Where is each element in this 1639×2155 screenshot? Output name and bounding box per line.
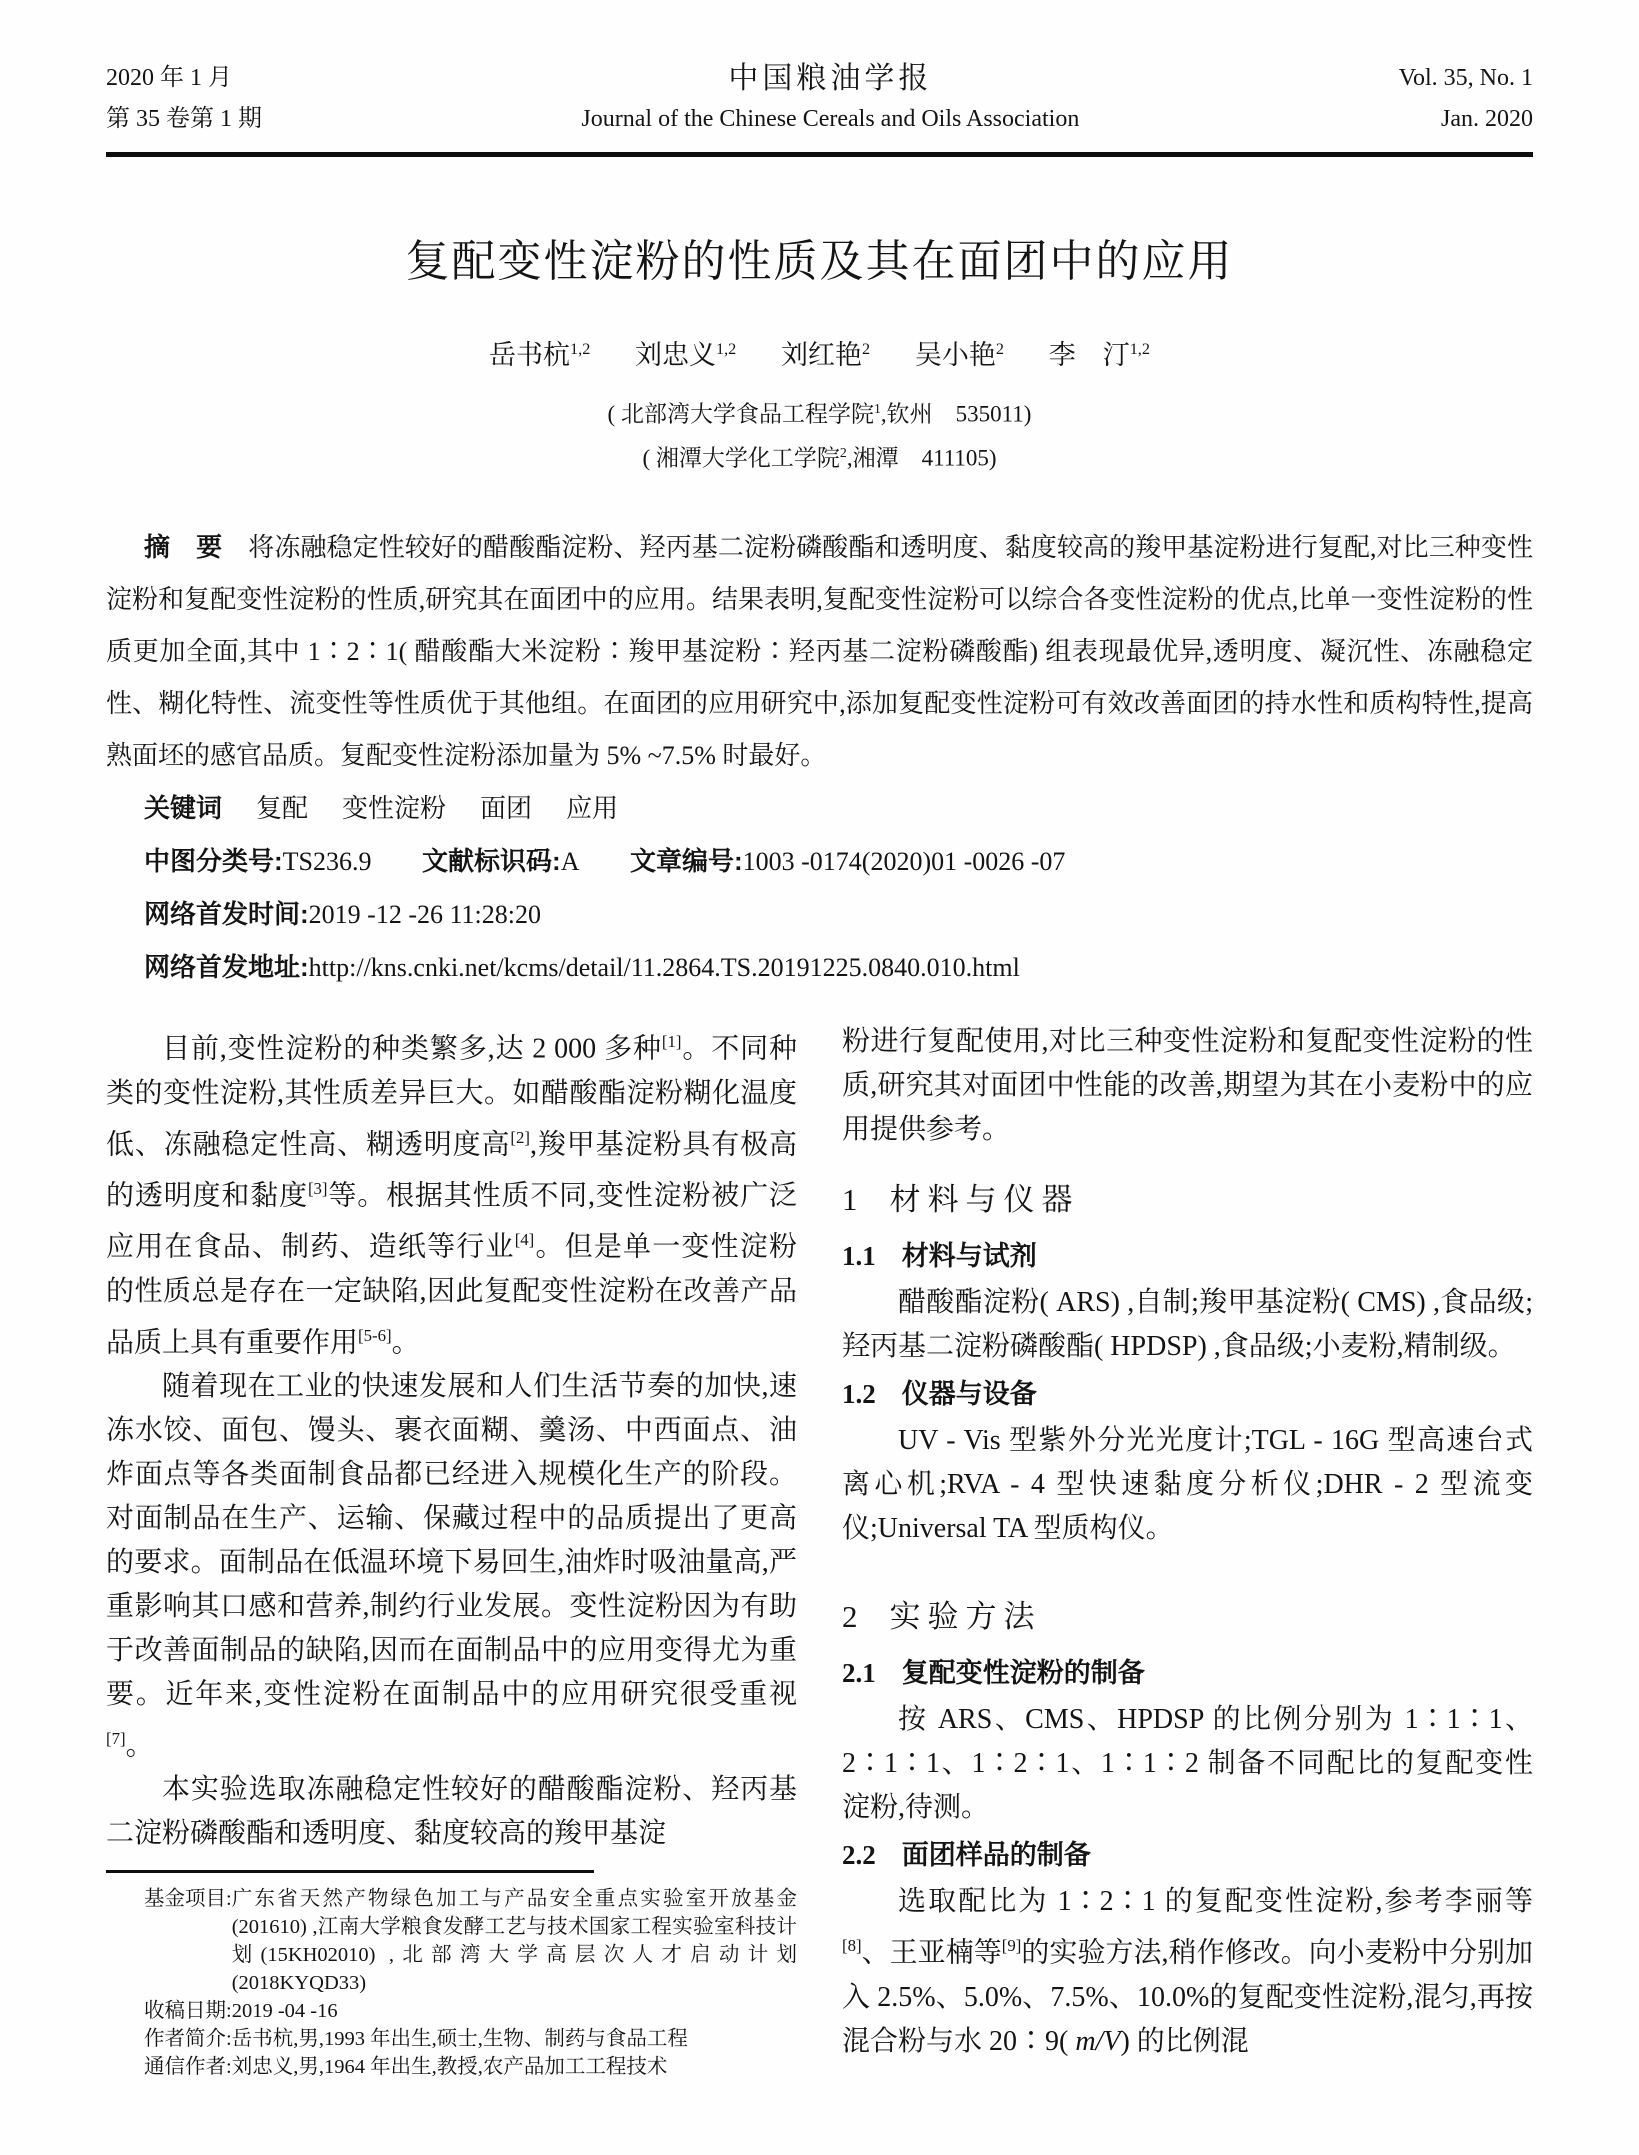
paragraph: 醋酸酯淀粉( ARS) ,自制;羧甲基淀粉( CMS) ,食品级;羟丙基二淀粉磷酸酯( HPDSP) ,食品级;小麦粉,精制级。: [842, 1287, 1533, 1363]
paragraph: 粉进行复配使用,对比三种变性淀粉和复配变性淀粉的性质,研究其对面团中性能的改善,期望为其在小麦粉中的应用提供参考。: [842, 1026, 1533, 1146]
author-affil-sup: 2: [862, 340, 871, 358]
section-heading-1: [842, 1178, 1533, 1222]
header-volume-info: [1399, 58, 1533, 140]
footnote-fund-label: 基金项目:: [144, 1888, 232, 1911]
author: [489, 340, 590, 370]
footnote-bio-value: 岳书杭,男,1993 年出生,硕士,生物、制药与食品工程: [231, 2028, 688, 2051]
affiliation-text: ,钦州 535011): [880, 401, 1032, 427]
paragraph: UV - Vis 型紫外分光光度计;TGL - 16G 型高速台式离心机;RVA - 4 型快速黏度分析仪;DHR - 2 型流变仪;Universal TA 型质构仪。: [842, 1425, 1533, 1545]
subsection-title: 面团样品的制备: [901, 1840, 1091, 1871]
journal-name-en: Journal of the Chinese Cereals and Oils Association: [581, 106, 1080, 132]
affiliation: [106, 390, 1533, 434]
affiliation-sup: 1: [873, 401, 881, 416]
subsection-number: 2.1: [842, 1658, 876, 1689]
author-name: 刘红艳: [781, 340, 863, 370]
right-column: [842, 1020, 1533, 2081]
subsection-title: 仪器与设备: [901, 1379, 1037, 1410]
author-name: 岳书杭: [489, 340, 571, 370]
footnote-received-label: 收稿日期:: [144, 2000, 232, 2023]
abstract: [106, 521, 1533, 782]
affiliation: [106, 434, 1533, 478]
header-issue-cn: 第 35 卷第 1 期: [106, 106, 262, 132]
keywords-line: [106, 782, 1533, 835]
clc-pair: [144, 847, 372, 876]
author: [915, 340, 1004, 370]
affiliation-sup: 2: [839, 444, 847, 460]
clc-label: 中图分类号:: [144, 846, 283, 877]
subsection-heading-1-1: [842, 1234, 1533, 1278]
subsection-heading-2-2: [842, 1833, 1533, 1877]
footnote-corr-label: 通信作者:: [144, 2056, 232, 2079]
subsection-number: 2.2: [842, 1840, 876, 1871]
online-time-value: 2019 -12 -26 11:28:20: [308, 900, 541, 930]
section-title: 材料与仪器: [889, 1182, 1080, 1218]
author-name: 刘忠义: [635, 340, 717, 370]
footnote-received-value: 2019 -04 -16: [231, 2000, 338, 2023]
affiliation-text: ( 湘潭大学化工学院: [642, 445, 840, 471]
author: [781, 340, 870, 370]
author-affil-sup: 2: [995, 340, 1004, 358]
online-url-label: 网络首发地址:: [144, 952, 309, 983]
author-name: 吴小艳: [914, 340, 996, 370]
footnote-bio-label: 作者简介:: [144, 2028, 232, 2051]
section-number: 2: [842, 1599, 858, 1635]
author-affil-sup: 1,2: [1129, 340, 1150, 358]
header-rule: [106, 152, 1533, 157]
keywords-label: 关键词: [144, 793, 223, 824]
header-issue-info: [106, 58, 262, 140]
article-id-pair: [630, 847, 1065, 876]
doc-code-label: 文献标识码:: [422, 846, 561, 877]
footnote-separator: [106, 1870, 594, 1873]
affiliation-text: ,湘潭 411105): [846, 445, 997, 471]
left-column: [106, 1020, 797, 2081]
header-vol-en: Vol. 35, No. 1: [1398, 65, 1533, 91]
footnote-corr-value: 刘忠义,男,1964 年出生,教授,农产品加工工程技术: [231, 2056, 668, 2079]
paragraph: 本实验选取冻融稳定性较好的醋酸酯淀粉、羟丙基二淀粉磷酸酯和透明度、黏度较高的羧甲基淀: [106, 1774, 797, 1850]
paragraph: 按 ARS、CMS、HPDSP 的比例分别为 1∶1∶1、2∶1∶1、1∶2∶1、1∶1∶2 制备不同配比的复配变性淀粉,待测。: [842, 1704, 1533, 1824]
author-name: 李 汀: [1048, 340, 1130, 370]
article-id-value: 1003 -0174(2020)01 -0026 -07: [742, 847, 1066, 877]
author: [635, 340, 736, 370]
section-title: 实验方法: [889, 1599, 1042, 1635]
section-gap: [842, 1551, 1533, 1569]
online-url-value: http://kns.cnki.net/kcms/detail/11.2864.TS.20191225.0840.010.html: [308, 953, 1020, 983]
footnote-fund-value: 广东省天然产物绿色加工与产品安全重点实验室开放基金(201610) ,江南大学粮食发酵工艺与技术国家工程实验室科技计划(15KH02010) ,北部湾大学高层次人才启动计划(2018KYQD33): [231, 1888, 797, 1995]
author-list: [106, 333, 1533, 372]
paragraph: 目前,变性淀粉的种类繁多,达 2 000 多种[1]。不同种类的变性淀粉,其性质差异巨大。如醋酸酯淀粉糊化温度低、冻融稳定性高、糊透明度高[2],羧甲基淀粉具有极高的透明度和黏度[3]等。根据其性质不同,变性淀粉被广泛应用在食品、制药、造纸等行业[4]。但是单一变性淀粉的性质总是存在一定缺陷,因此复配变性淀粉在改善产品品质上具有重要作用[5-6]。: [106, 1032, 797, 1358]
keyword: 应用: [566, 794, 619, 824]
author-affil-sup: 1,2: [716, 340, 737, 358]
doc-code-pair: [422, 847, 579, 876]
subsection-heading-1-2: [842, 1372, 1533, 1416]
subsection-number: 1.1: [842, 1241, 876, 1272]
section-number: 1: [842, 1182, 858, 1218]
online-url-line: [106, 941, 1533, 994]
classification-line: [106, 835, 1533, 888]
keyword: 面团: [480, 794, 533, 824]
footnote-block: [106, 1885, 797, 2081]
body-columns: [106, 1020, 1533, 2081]
header-journal: [262, 58, 1399, 140]
subsection-title: 复配变性淀粉的制备: [901, 1658, 1145, 1689]
page-header: [106, 0, 1533, 140]
header-date-en: Jan. 2020: [1441, 106, 1533, 132]
affiliation-list: [106, 390, 1533, 477]
footnote-corr: [144, 2053, 797, 2081]
author: [1049, 340, 1150, 370]
journal-name-cn: 中国粮油学报: [728, 62, 933, 95]
subsection-number: 1.2: [842, 1379, 876, 1410]
abstract-text: 将冻融稳定性较好的醋酸酯淀粉、羟丙基二淀粉磷酸酯和透明度、黏度较高的羧甲基淀粉进行复配,对比三种变性淀粉和复配变性淀粉的性质,研究其在面团中的应用。结果表明,复配变性淀粉可以综合各变性淀粉的优点,比单一变性淀粉的性质更加全面,其中 1∶2∶1( 醋酸酯大米淀粉∶羧甲基淀粉∶羟丙基二淀粉磷酸酯) 组表现最优异,透明度、凝沉性、冻融稳定性、糊化特性、流变性等性质优于其他组。在面团的应用研究中,添加复配变性淀粉可有效改善面团的持水性和质构特性,提高熟面坯的感官品质。复配变性淀粉添加量为 5% ~7.5% 时最好。: [106, 533, 1533, 771]
keyword: 复配: [256, 794, 309, 824]
article-id-label: 文章编号:: [629, 846, 743, 877]
header-date-cn: 2020 年 1 月: [106, 65, 232, 91]
footnote-received: [144, 1997, 797, 2025]
footnote-fund: [144, 1885, 797, 1997]
paragraph: 选取配比为 1∶2∶1 的复配变性淀粉,参考李丽等[8]、王亚楠等[9]的实验方法,稍作修改。向小麦粉中分别加入 2.5%、5.0%、7.5%、10.0%的复配变性淀粉,混匀,再按混合粉与水 20∶9( m/V) 的比例混: [842, 1886, 1533, 2057]
clc-value: TS236.9: [282, 847, 372, 877]
author-affil-sup: 1,2: [570, 340, 591, 358]
online-time-label: 网络首发时间:: [144, 899, 309, 930]
keyword: 变性淀粉: [342, 794, 447, 824]
subsection-heading-2-1: [842, 1651, 1533, 1695]
article-title: 复配变性淀粉的性质及其在面团中的应用: [405, 237, 1234, 286]
online-time-line: [106, 888, 1533, 941]
subsection-title: 材料与试剂: [901, 1241, 1037, 1272]
footnote-bio: [144, 2025, 797, 2053]
affiliation-text: ( 北部湾大学食品工程学院: [607, 401, 874, 427]
abstract-label: 摘 要: [144, 532, 223, 563]
section-heading-2: [842, 1595, 1533, 1639]
paragraph: 随着现在工业的快速发展和人们生活节奏的加快,速冻水饺、面包、馒头、裹衣面糊、羹汤、中西面点、油炸面点等各类面制食品都已经进入规模化生产的阶段。对面制品在生产、运输、保藏过程中的品质提出了更高的要求。面制品在低温环境下易回生,油炸时吸油量高,严重影响其口感和营养,制约行业发展。变性淀粉因为有助于改善面制品的缺陷,因而在面制品中的应用变得尤为重要。近年来,变性淀粉在面制品中的应用研究很受重视[7]。: [106, 1370, 797, 1762]
doc-code-value: A: [560, 847, 580, 877]
